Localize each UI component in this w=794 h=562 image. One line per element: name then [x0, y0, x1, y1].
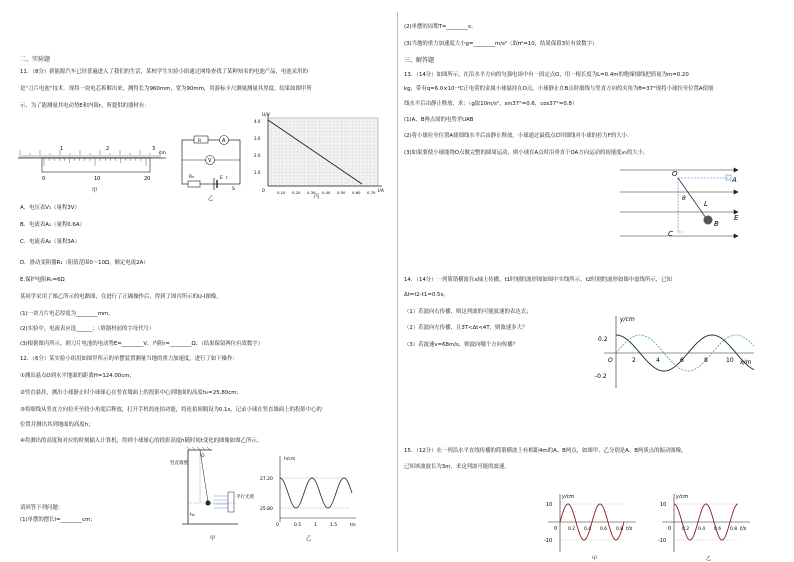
pivot-o-label: O: [201, 454, 205, 459]
light-label: 平行光照: [236, 495, 254, 500]
vibration-graph-a: [540, 490, 640, 562]
electric-field-figure: [620, 166, 744, 252]
field-e: E: [734, 214, 739, 222]
vib-a-xtick-2: 0.4: [584, 527, 592, 532]
vib-b-ylabel: y/cm: [676, 494, 689, 500]
vib-a-xtick-1: 0.2: [568, 527, 576, 532]
q12-step-4: ④将测出的高度和对应的时刻输入计算机，得到小球球心的投影高度h随时间t变化的图像如图乙所示。: [20, 438, 263, 444]
vib-b-ytick-pos: 10: [660, 502, 667, 508]
vibration-graph-b: [654, 490, 754, 562]
pendulum-figure: [168, 446, 268, 534]
wave-ytick-pos: 0.2: [598, 336, 608, 343]
ui-xlabel: I/A: [378, 189, 384, 194]
h-xtick-0: 0: [276, 523, 279, 528]
caption-yi-2: 乙: [306, 536, 312, 542]
wave-xtick-6: 6: [680, 357, 684, 364]
vib-b-xlabel: t/s: [740, 526, 747, 532]
wave-ytick-neg: -0.2: [595, 373, 607, 380]
point-o: O: [672, 170, 678, 178]
q13-sub-2: (2)将小球拉至位置A使细线水平后由静止释放，小球通过最低点C时细线对小球的拉力F的大小.: [404, 133, 629, 139]
vernier-label-20: 20: [144, 176, 151, 182]
column-divider: [397, 12, 398, 552]
q14-line-1: 14．（14分）一列简谐横波在x轴上传播，t1时刻的波形图如图中实线所示，t2时刻的波形如图中虚线所示，已知: [404, 277, 672, 283]
ui-graph: [250, 110, 390, 202]
vib-a-origin: 0: [554, 526, 558, 532]
vib-b-ytick-neg: -10: [658, 538, 667, 544]
section-heading-experiment: 二、实验题: [20, 56, 51, 63]
wave-origin: O: [608, 357, 613, 364]
vib-a-ytick-neg: -10: [544, 538, 553, 544]
q12-step-2: ②竖直悬挂，测出小球静止时小球球心在竖直墙面上的投影中心到地面的高度h₀=25.80cm；: [20, 390, 242, 396]
q14-sub-2: （2）若波向左传播，且3T<Δt<4T，则波速多大？: [404, 325, 528, 331]
q14-sub-3: （3）若波速v=68m/s，则波向哪个方向传播？: [404, 342, 519, 348]
wave-xtick-2: 2: [632, 357, 636, 364]
ui-xtick-5: 0.50: [337, 190, 346, 195]
ammeter-label: A: [222, 138, 226, 144]
circuit-diagram: [176, 134, 246, 192]
vib-a-xlabel: t/s: [626, 526, 633, 532]
vib-b-caption: 乙: [706, 556, 712, 562]
q15-line-1: 15．（12分）在一列沿水平直线传播的简谐横波上有相距4m的A、B两点，如图甲、乙分别是A、B两质点的振动图像，: [404, 448, 687, 454]
ui-xtick-4: 0.40: [322, 190, 331, 195]
vib-b-xtick-1: 0.2: [682, 527, 690, 532]
q12-step-3: ③将细线从竖直方向拉开至较小角度后释放，打开手机的连拍功能，将连拍间隔设为0.1s，记录小球在竖直墙面上的投影中心的: [20, 407, 322, 413]
q13-line-2: kg，带有q=6.0×10⁻⁴C正电荷的金属小球悬挂在O点，小球静止在B点时细线与竖直方向的夹角为θ=37°现将小球拉至位置A使细: [404, 86, 714, 92]
main-scale: [18, 146, 166, 158]
q11-line-3: 示，为了能测量其电动势E和内阻r，所提供的器材有：: [20, 103, 150, 109]
height-time-graph: [258, 452, 362, 532]
charged-ball: [704, 216, 713, 225]
h0-label: h₀: [190, 513, 195, 518]
wave-xlabel: x/m: [740, 359, 752, 366]
option-b: B．电流表A₁（量程0.6A）: [20, 222, 85, 228]
ui-ytick-3: 3.0: [254, 136, 261, 141]
q11-after-1: 某同学采用了图乙所示的电路图，在进行了正确操作后，得到了图丙所示的U-I图像。: [20, 294, 222, 300]
caption-jia-1: 甲: [92, 188, 98, 194]
ui-xtick-2: 0.20: [292, 190, 301, 195]
vib-a-caption: 甲: [592, 556, 598, 562]
option-a: A．电压表V₁（量程3V）: [20, 205, 80, 211]
h-ylabel: h/cm: [284, 457, 296, 462]
ui-origin: 0: [262, 189, 265, 194]
vernier-scale: [42, 158, 150, 182]
ui-xtick-1: 0.10: [277, 190, 286, 195]
vib-b-origin: 0: [668, 526, 672, 532]
vernier-label-10: 10: [94, 176, 101, 182]
answer-q1: (1)单摆的摆长l=________cm；: [20, 517, 96, 523]
q12-cont-3: (3)当地的重力加速度大小g=________m/s²（取π²=10，结果保留3位有效数字）: [404, 41, 598, 47]
caption-bing-1: 丙: [314, 194, 320, 200]
option-d: D．滑动变阻器R₁（阻值范围0～10Ω，额定电流2A）: [20, 260, 149, 266]
wave-graph: [590, 312, 760, 392]
ui-ylabel: U/V: [262, 113, 270, 118]
voltmeter-label: V: [208, 158, 212, 164]
h-xlabel: t/s: [350, 523, 356, 528]
rheostat-label: R: [198, 139, 202, 144]
q12-cont-2: (2)单摆的周期T=________s；: [404, 24, 477, 30]
q13-line-1: 13．（14分）如图所示，在沿水平方向的匀强电场中有一固定点O，用一根长度为L=0.4m的绝缘细线把质量为m=0.20: [404, 72, 689, 78]
vib-a-xtick-4: 0.8: [616, 527, 624, 532]
main-scale-unit: cm: [159, 151, 166, 156]
vib-b-xtick-4: 0.8: [730, 527, 738, 532]
q11-sub-3: (3)根据图丙所示，则刀片电池的电动势E=________V，内阻r=________Ω；（结果保留两位有效数字）: [20, 341, 264, 347]
point-c: C: [668, 230, 673, 238]
vib-b-xtick-2: 0.4: [698, 527, 706, 532]
ui-xtick-3: 0.30: [307, 190, 316, 195]
q14-line-2: Δt=t2-t1=0.5s。: [404, 292, 449, 298]
vib-a-xtick-3: 0.6: [600, 527, 608, 532]
h-ytick-top: 27.20: [260, 477, 273, 482]
q13-line-3: 线水平后由静止释放，求：（g取10m/s²，sin37°=0.6，cos37°=0.8）: [404, 101, 578, 107]
height-curve: [280, 478, 352, 508]
option-e: E.保护电阻R₀=6Ω: [20, 277, 65, 283]
r0-label: R₀: [189, 175, 194, 180]
answer-intro: 请回答下列问题：: [20, 505, 64, 511]
q11-sub-1: (1)一块刀片电芯厚度为________mm。: [20, 311, 114, 317]
wave-xtick-4: 4: [656, 357, 660, 364]
q13-sub-3: (3)如果要使小球能绕O点做完整的圆周运动，则小球在A点时沿垂直于OA方向运动的初速度v₀的大小。: [404, 150, 649, 156]
wave-xtick-8: 8: [704, 357, 708, 364]
h-xtick-05: 0.5: [294, 523, 302, 528]
q12-line-1: 12．（6分）某实验小组用如图甲所示的单摆装置测量当地的重力加速度，进行了如下操作：: [20, 356, 238, 362]
h-xtick-15: 1.5: [330, 523, 338, 528]
vernier-label-0: 0: [42, 176, 46, 182]
caption-yi-1: 乙: [208, 196, 214, 202]
vib-a-ytick-pos: 10: [546, 502, 553, 508]
ui-xtick-6: 0.60: [352, 190, 361, 195]
q15-line-2: 已知该波波长为3m，求这列波可能的波速。: [404, 464, 510, 470]
h-ytick-bot: 25.80: [260, 507, 273, 512]
vib-b-xtick-3: 0.6: [714, 527, 722, 532]
wave-ylabel: y/cm: [620, 316, 635, 323]
length-l: L: [704, 200, 708, 208]
section-heading-solution: 三、解答题: [404, 57, 435, 64]
q11-line-1: 11．（8分）新能源汽车已经普遍进入了我们的生活，某校学生实验小组通过网络查找了某种知名的电池产品，电池采用的: [20, 69, 308, 75]
ui-xtick-7: 0.70: [367, 190, 376, 195]
q12-step-1: ①测出悬点O到水平地面的距离H=124.00cm；: [20, 373, 135, 379]
caption-jia-2: 甲: [210, 536, 216, 542]
vib-a-ylabel: y/cm: [562, 494, 575, 500]
internal-r-label: r: [226, 176, 228, 181]
protection-resistor-symbol: [188, 181, 200, 187]
angle-theta: θ: [682, 195, 686, 202]
option-c: C．电流表A₂（量程3A）: [20, 239, 80, 245]
q14-sub-1: （1）若波向右传播，则这列波的可能波速的表达式；: [404, 309, 532, 315]
point-b: B: [714, 220, 719, 228]
q13-sub-1: (1)A、B两点间的电势差UAB: [404, 117, 474, 123]
wave-xtick-10: 10: [726, 357, 734, 364]
ui-ytick-2: 2.0: [254, 153, 261, 158]
switch-label: S: [232, 187, 235, 192]
q11-sub-2: (2)实验中，电流表应选______；（填器材前的字母代号）: [20, 326, 155, 332]
ui-ytick-1: 1.0: [254, 170, 261, 175]
h-xtick-1: 1: [314, 523, 317, 528]
ui-ytick-4: 4.0: [254, 119, 261, 124]
main-scale-label-3: 3: [152, 146, 156, 152]
main-scale-label-2: 2: [106, 146, 110, 152]
q12-step-3b: 位置并测出其到地面的高度h；: [20, 422, 94, 428]
point-a: A: [732, 176, 737, 184]
wall-label: 竖直墙壁: [170, 461, 188, 466]
emf-label: E: [220, 176, 223, 181]
q11-line-2: 是“刀片电池”技术．现将一块电芯拆解出来，测得长为960mm，宽为90mm，用游标卡尺测量测量其厚度，结果如图甲所: [20, 86, 312, 92]
main-scale-label-1: 1: [60, 146, 64, 152]
